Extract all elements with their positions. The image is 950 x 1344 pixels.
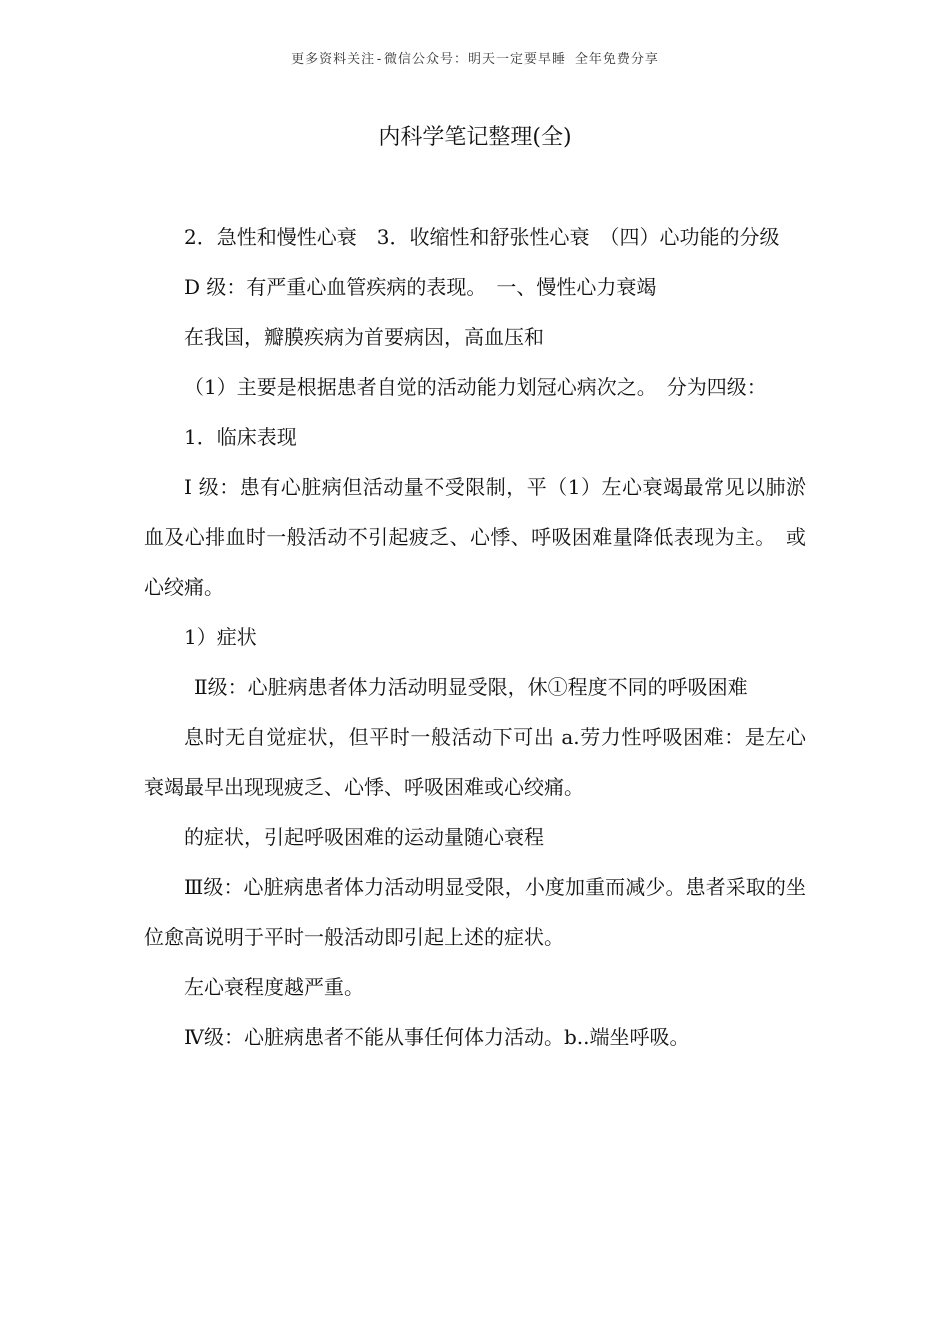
document-title: 内科学笔记整理(全) [378,125,572,150]
paragraph: 的症状，引起呼吸困难的运动量随心衰程 [184,825,544,849]
paragraph: 息时无自觉症状，但平时一般活动下可出 a.劳力性呼吸困难：是左心衰竭最早出现现疲乏、心悸、呼吸困难或心绞痛。 [144,725,806,799]
header-note: 更多资料关注-微信公众号：明天一定要早睡 全年免费分享 [291,52,659,67]
paragraph: 在我国，瓣膜疾病为首要病因，高血压和 [184,325,544,349]
paragraph: 左心衰程度越严重。 [184,975,364,999]
paragraph: （1）主要是根据患者自觉的活动能力划冠心病次之。 分为四级： [184,375,767,399]
paragraph: 1）症状 [184,625,257,649]
paragraph: 2．急性和慢性心衰 3．收缩性和舒张性心衰 （四）心功能的分级 [184,225,780,249]
paragraph: 1．临床表现 [184,425,297,449]
paragraph: Ⅱ级：心脏病患者体力活动明显受限，休①程度不同的呼吸困难 [194,675,748,699]
paragraph: Ⅲ级：心脏病患者体力活动明显受限，小度加重而减少。患者采取的坐位愈高说明于平时一般活动即引起上述的症状。 [144,875,806,949]
paragraph: D 级：有严重心血管疾病的表现。 一、慢性心力衰竭 [184,275,657,299]
document-body [144,212,806,1062]
paragraph: Ⅳ级：心脏病患者不能从事任何体力活动。b..端坐呼吸。 [184,1025,690,1049]
paragraph: I 级：患有心脏病但活动量不受限制，平（1）左心衰竭最常见以肺淤血及心排血时一般活动不引起疲乏、心悸、呼吸困难量降低表现为主。 或心绞痛。 [144,475,806,599]
